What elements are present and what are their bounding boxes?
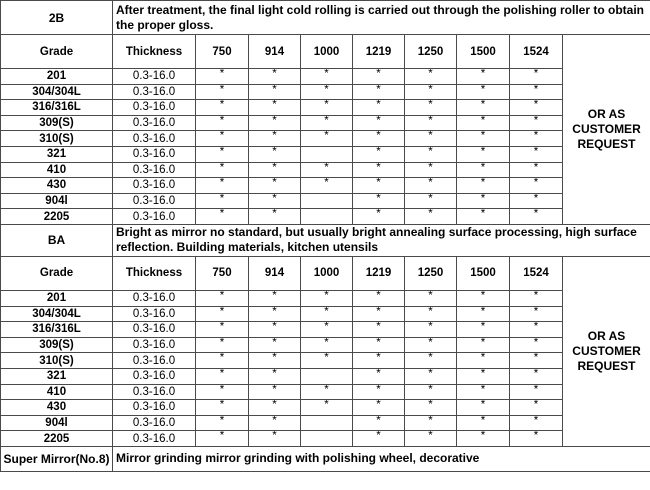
availability-mark: * [301, 131, 353, 147]
availability-mark: * [353, 368, 405, 384]
availability-mark: * [249, 209, 301, 225]
section-description: After treatment, the final light cold rolling is carried out through the polishing roller to obtain the proper gloss. [113, 1, 650, 35]
availability-mark: * [353, 115, 405, 131]
availability-mark: * [405, 100, 457, 116]
column-header-width: 1000 [301, 256, 353, 290]
table-row [1, 368, 650, 384]
column-header-width: 914 [249, 256, 301, 290]
grade-cell: 904l [1, 415, 113, 431]
column-header-width: 1524 [510, 35, 563, 69]
availability-mark: * [249, 178, 301, 194]
availability-mark [301, 209, 353, 225]
availability-mark: * [405, 162, 457, 178]
availability-mark: * [510, 100, 563, 116]
table-row [1, 384, 650, 400]
availability-mark: * [353, 84, 405, 100]
thickness-cell: 0.3-16.0 [113, 337, 196, 353]
availability-mark: * [405, 306, 457, 322]
grade-cell: 2205 [1, 431, 113, 447]
availability-mark: * [353, 146, 405, 162]
availability-mark: * [510, 322, 563, 338]
table-row [1, 193, 650, 209]
column-header-width: 1524 [510, 256, 563, 290]
availability-mark: * [457, 100, 510, 116]
availability-mark: * [457, 290, 510, 306]
thickness-cell: 0.3-16.0 [113, 322, 196, 338]
availability-mark: * [405, 146, 457, 162]
grade-cell: 2205 [1, 209, 113, 225]
availability-mark: * [196, 400, 249, 416]
column-header-grade: Grade [1, 35, 113, 69]
availability-mark: * [196, 337, 249, 353]
availability-mark: * [353, 290, 405, 306]
availability-mark: * [510, 84, 563, 100]
availability-mark: * [405, 431, 457, 447]
availability-mark: * [457, 337, 510, 353]
section-name: 2B [1, 1, 113, 35]
grade-cell: 904l [1, 193, 113, 209]
grade-cell: 304/304L [1, 306, 113, 322]
thickness-cell: 0.3-16.0 [113, 415, 196, 431]
availability-mark: * [510, 146, 563, 162]
availability-mark: * [353, 431, 405, 447]
availability-mark: * [457, 353, 510, 369]
availability-mark: * [353, 415, 405, 431]
table-body [1, 1, 650, 472]
availability-mark: * [196, 415, 249, 431]
availability-mark: * [249, 306, 301, 322]
availability-mark: * [353, 400, 405, 416]
availability-mark: * [457, 162, 510, 178]
availability-mark: * [301, 115, 353, 131]
table-row [1, 400, 650, 416]
availability-mark: * [249, 100, 301, 116]
table-row [1, 353, 650, 369]
table-row [1, 69, 650, 85]
availability-mark: * [249, 193, 301, 209]
thickness-cell: 0.3-16.0 [113, 368, 196, 384]
grade-cell: 316/316L [1, 100, 113, 116]
availability-mark: * [196, 353, 249, 369]
availability-mark: * [457, 209, 510, 225]
availability-mark: * [353, 100, 405, 116]
availability-mark: * [249, 400, 301, 416]
availability-mark: * [196, 209, 249, 225]
availability-mark: * [196, 193, 249, 209]
availability-mark: * [510, 209, 563, 225]
availability-mark: * [249, 431, 301, 447]
availability-mark: * [196, 100, 249, 116]
grade-cell: 430 [1, 178, 113, 194]
availability-mark: * [249, 368, 301, 384]
availability-mark: * [457, 115, 510, 131]
availability-mark: * [196, 322, 249, 338]
availability-mark: * [457, 178, 510, 194]
availability-mark: * [510, 115, 563, 131]
thickness-cell: 0.3-16.0 [113, 146, 196, 162]
availability-mark: * [249, 337, 301, 353]
availability-mark: * [405, 353, 457, 369]
column-header-width: 1219 [353, 256, 405, 290]
availability-mark: * [249, 115, 301, 131]
customer-request-note-line: CUSTOMER [572, 121, 641, 136]
thickness-cell: 0.3-16.0 [113, 353, 196, 369]
thickness-cell: 0.3-16.0 [113, 209, 196, 225]
availability-mark: * [301, 400, 353, 416]
availability-mark [301, 415, 353, 431]
availability-mark: * [353, 193, 405, 209]
availability-mark: * [510, 193, 563, 209]
availability-mark: * [457, 322, 510, 338]
availability-mark: * [249, 415, 301, 431]
section-description: Bright as mirror no standard, but usually bright annealing surface processing, high surface reflection. Building materials, kitchen utensils [113, 224, 650, 256]
availability-mark: * [353, 306, 405, 322]
availability-mark: * [196, 431, 249, 447]
availability-mark: * [457, 415, 510, 431]
grade-cell: 201 [1, 69, 113, 85]
availability-mark: * [196, 368, 249, 384]
availability-mark: * [353, 353, 405, 369]
availability-mark [301, 431, 353, 447]
column-header-width: 750 [196, 35, 249, 69]
column-header-grade: Grade [1, 256, 113, 290]
availability-mark: * [196, 162, 249, 178]
grade-cell: 310(S) [1, 131, 113, 147]
availability-mark: * [405, 415, 457, 431]
availability-mark: * [510, 162, 563, 178]
table-row [1, 415, 650, 431]
thickness-cell: 0.3-16.0 [113, 290, 196, 306]
availability-mark: * [405, 322, 457, 338]
customer-request-note-line: OR AS [587, 328, 626, 343]
availability-mark: * [301, 306, 353, 322]
availability-mark: * [457, 131, 510, 147]
availability-mark: * [196, 146, 249, 162]
thickness-cell: 0.3-16.0 [113, 162, 196, 178]
availability-mark: * [196, 84, 249, 100]
grade-cell: 316/316L [1, 322, 113, 338]
table-row [1, 162, 650, 178]
availability-mark: * [510, 178, 563, 194]
table-row [1, 306, 650, 322]
section-title-row [1, 446, 650, 471]
column-header-row [1, 35, 650, 69]
availability-mark: * [405, 337, 457, 353]
availability-mark [301, 193, 353, 209]
grade-cell: 310(S) [1, 353, 113, 369]
availability-mark: * [457, 368, 510, 384]
availability-mark: * [249, 84, 301, 100]
availability-mark: * [249, 353, 301, 369]
availability-mark: * [249, 69, 301, 85]
availability-mark: * [457, 193, 510, 209]
availability-mark: * [510, 353, 563, 369]
availability-mark: * [457, 384, 510, 400]
availability-mark: * [510, 368, 563, 384]
availability-mark: * [457, 146, 510, 162]
grade-cell: 309(S) [1, 337, 113, 353]
availability-mark: * [510, 290, 563, 306]
availability-mark: * [510, 337, 563, 353]
availability-mark: * [405, 115, 457, 131]
availability-mark: * [196, 306, 249, 322]
section-name: Super Mirror(No.8) [1, 446, 113, 471]
availability-mark: * [353, 384, 405, 400]
grade-cell: 309(S) [1, 115, 113, 131]
availability-mark: * [405, 209, 457, 225]
availability-mark: * [457, 306, 510, 322]
availability-mark: * [301, 69, 353, 85]
availability-mark: * [196, 115, 249, 131]
availability-mark: * [249, 322, 301, 338]
customer-request-note [563, 256, 650, 446]
thickness-cell: 0.3-16.0 [113, 131, 196, 147]
availability-mark: * [405, 384, 457, 400]
thickness-cell: 0.3-16.0 [113, 178, 196, 194]
grade-cell: 410 [1, 162, 113, 178]
column-header-thickness: Thickness [113, 256, 196, 290]
availability-mark: * [510, 131, 563, 147]
availability-mark: * [457, 84, 510, 100]
customer-request-note-line: CUSTOMER [572, 343, 641, 358]
availability-mark: * [301, 384, 353, 400]
section-title-row [1, 1, 650, 35]
grade-cell: 201 [1, 290, 113, 306]
customer-request-note [563, 35, 650, 225]
availability-mark: * [196, 384, 249, 400]
availability-mark: * [249, 384, 301, 400]
grade-cell: 430 [1, 400, 113, 416]
availability-mark [301, 368, 353, 384]
availability-mark: * [301, 100, 353, 116]
table-row [1, 431, 650, 447]
availability-mark: * [510, 415, 563, 431]
section-description: Mirror grinding mirror grinding with polishing wheel, decorative [113, 446, 650, 471]
customer-request-note-line: REQUEST [577, 358, 636, 373]
customer-request-note-line: REQUEST [577, 136, 636, 151]
availability-mark: * [301, 322, 353, 338]
table-row [1, 146, 650, 162]
thickness-cell: 0.3-16.0 [113, 69, 196, 85]
availability-mark: * [457, 431, 510, 447]
availability-mark: * [249, 290, 301, 306]
availability-mark: * [457, 400, 510, 416]
column-header-width: 1250 [405, 35, 457, 69]
availability-mark: * [510, 384, 563, 400]
availability-mark: * [405, 368, 457, 384]
grade-cell: 304/304L [1, 84, 113, 100]
thickness-cell: 0.3-16.0 [113, 115, 196, 131]
availability-mark: * [353, 209, 405, 225]
availability-mark: * [405, 193, 457, 209]
grade-cell: 321 [1, 368, 113, 384]
column-header-width: 1250 [405, 256, 457, 290]
thickness-cell: 0.3-16.0 [113, 84, 196, 100]
availability-mark: * [405, 290, 457, 306]
table-row [1, 178, 650, 194]
column-header-row [1, 256, 650, 290]
section-title-row [1, 224, 650, 256]
availability-mark: * [249, 131, 301, 147]
column-header-width: 1000 [301, 35, 353, 69]
thickness-cell: 0.3-16.0 [113, 193, 196, 209]
thickness-cell: 0.3-16.0 [113, 306, 196, 322]
availability-mark: * [353, 337, 405, 353]
availability-mark: * [405, 131, 457, 147]
availability-mark: * [510, 306, 563, 322]
thickness-cell: 0.3-16.0 [113, 400, 196, 416]
availability-mark: * [301, 290, 353, 306]
availability-mark: * [405, 69, 457, 85]
thickness-cell: 0.3-16.0 [113, 100, 196, 116]
column-header-width: 1500 [457, 35, 510, 69]
availability-mark: * [301, 178, 353, 194]
availability-mark: * [301, 162, 353, 178]
thickness-cell: 0.3-16.0 [113, 384, 196, 400]
availability-mark: * [353, 162, 405, 178]
availability-mark: * [405, 178, 457, 194]
availability-mark: * [510, 69, 563, 85]
table-row [1, 84, 650, 100]
availability-mark: * [301, 84, 353, 100]
availability-mark [301, 146, 353, 162]
availability-mark: * [510, 431, 563, 447]
availability-mark: * [353, 69, 405, 85]
availability-mark: * [249, 146, 301, 162]
availability-mark: * [510, 400, 563, 416]
section-name: BA [1, 224, 113, 256]
customer-request-note-line: OR AS [587, 106, 626, 121]
table-row [1, 337, 650, 353]
table-row [1, 209, 650, 225]
table-row [1, 290, 650, 306]
availability-mark: * [196, 178, 249, 194]
grade-cell: 410 [1, 384, 113, 400]
table-row [1, 131, 650, 147]
table-row [1, 100, 650, 116]
availability-mark: * [405, 84, 457, 100]
availability-mark: * [301, 337, 353, 353]
table-row [1, 115, 650, 131]
column-header-width: 914 [249, 35, 301, 69]
column-header-width: 1219 [353, 35, 405, 69]
availability-mark: * [353, 131, 405, 147]
availability-mark: * [457, 69, 510, 85]
availability-mark: * [196, 69, 249, 85]
availability-mark: * [249, 162, 301, 178]
thickness-cell: 0.3-16.0 [113, 431, 196, 447]
column-header-thickness: Thickness [113, 35, 196, 69]
availability-mark: * [353, 178, 405, 194]
availability-mark: * [353, 322, 405, 338]
availability-mark: * [301, 353, 353, 369]
table-row [1, 322, 650, 338]
availability-mark: * [196, 131, 249, 147]
availability-mark: * [196, 290, 249, 306]
availability-mark: * [405, 400, 457, 416]
grade-cell: 321 [1, 146, 113, 162]
column-header-width: 1500 [457, 256, 510, 290]
column-header-width: 750 [196, 256, 249, 290]
